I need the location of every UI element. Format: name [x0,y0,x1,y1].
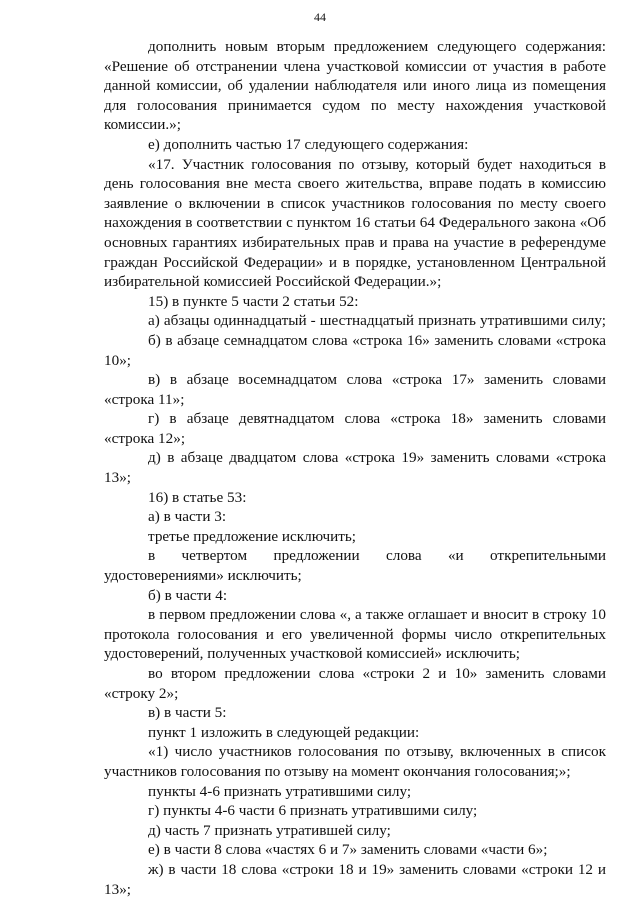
paragraph-item-16-d: д) часть 7 признать утратившей силу; [148,821,391,839]
document-body [104,37,606,899]
paragraph-item-16-b: б) в части 4: [148,586,228,604]
paragraph-item-15-v: в) в абзаце восемнадцатом слова «строка 17» заменить словами «строка 11»; [104,371,606,408]
paragraph-part-17-text: «17. Участник голосования по отзыву, который будет находиться в день голосования вне места своего жительства, вправе подать в комиссию заявление о включении в список участников голосования по месту своего нахождения в соответствии с пунктом 16 статьи 64 Федерального закона «Об основных гарантиях избирательных прав и права на участие в референдуме граждан Российской Федерации» и в порядке, установленном Центральной избирательной комиссией Российской Федерации.»; [104,155,606,291]
paragraph-item-16-v: в) в части 5: [148,704,227,722]
paragraph-item-15-b: б) в абзаце семнадцатом слова «строка 16» заменить словами «строка 10»; [104,331,606,369]
paragraph-item-16-a: а) в части 3: [148,508,227,526]
paragraph-first-sentence-part-4: в первом предложении слова «, а также оглашает и вносит в строку 10 протокола голосования и его увеличенной формы число открепительных удостоверений, полученных участковой комиссией» исключить; [104,606,606,663]
paragraph-item-16-e: е) в части 8 слова «частях 6 и 7» заменить словами «части 6»; [148,841,548,859]
paragraph-item-16-g: г) пункты 4-6 части 6 признать утратившими силу; [148,802,478,820]
paragraph-third-sentence: третье предложение исключить; [148,527,357,545]
paragraph-point-1-redaction: пункт 1 изложить в следующей редакции: [148,723,420,741]
paragraph-point-1-text: «1) число участников голосования по отзыву, включенных в список участников голосования по отзыву на момент окончания голосования;»; [104,743,606,780]
paragraph-fourth-sentence: в четвертом предложении слова «и открепительными удостоверениями» исключить; [104,547,606,585]
paragraph-item-16: 16) в статье 53: [148,488,247,506]
paragraph-item-15-a: а) абзацы одиннадцатый - шестнадцатый признать утратившими силу; [148,312,606,330]
paragraph-points-4-6: пункты 4-6 признать утратившими силу; [148,782,412,800]
paragraph-item-15-g: г) в абзаце девятнадцатом слова «строка 18» заменить словами «строка 12»; [104,410,606,447]
paragraph-item-16-zh: ж) в части 18 слова «строки 18 и 19» заменить словами «строки 12 и 13»; [104,860,606,898]
paragraph-add-part-17: е) дополнить частью 17 следующего содержания: [148,135,469,153]
paragraph-amend-second-sentence: дополнить новым вторым предложением следующего содержания: «Решение об отстранении члена участковой комиссии от участия в работе данной комиссии, об удалении наблюдателя или иного лица из помещения для голосования принимается судом по месту нахождения участковой комиссии.»; [104,38,606,134]
paragraph-second-sentence-part-4: во втором предложении слова «строки 2 и 10» заменить словами «строку 2»; [104,665,606,702]
paragraph-item-15-d: д) в абзаце двадцатом слова «строка 19» заменить словами «строка 13»; [104,449,606,487]
page-number: 44 [314,10,326,24]
paragraph-item-15: 15) в пункте 5 части 2 статьи 52: [148,292,359,310]
